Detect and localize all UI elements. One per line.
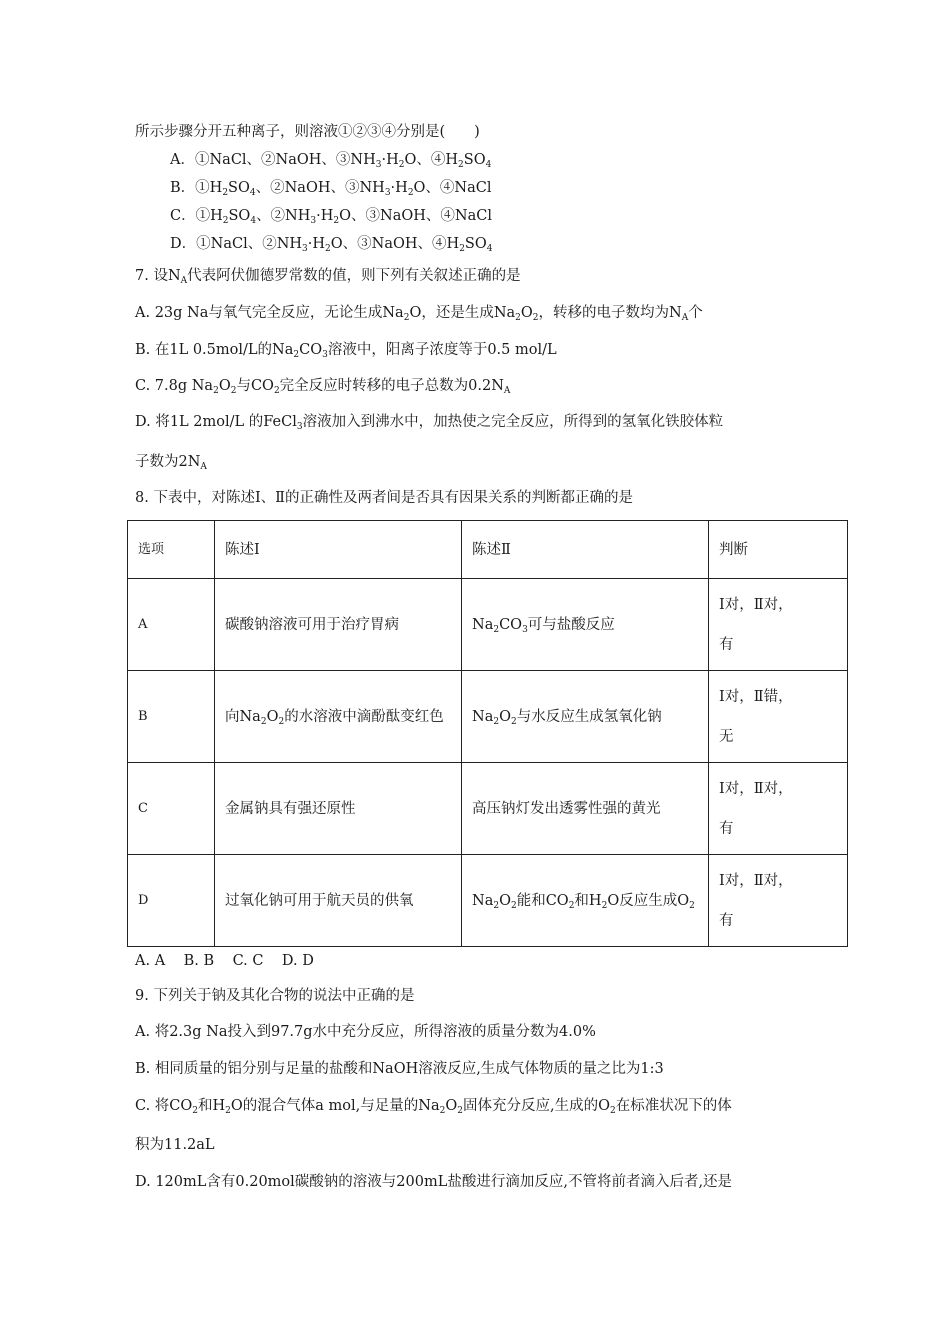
q9-option-d: D. 120mL含有0.20mol碳酸钠的溶液与200mL盐酸进行滴加反应,不管将前者滴入后者,还是 [135,1174,733,1190]
q7-option-b: B. 在1L 0.5mol/L的$Na_2CO_3$溶液中，阳离子浓度等于0.5 mol/L [135,342,557,360]
row-judgement [709,579,848,671]
judgement-line-1: Ⅰ对，Ⅱ对， [719,780,793,797]
row-option: C [128,763,215,855]
q9-option-c: C. 将$CO_2$和$H_2O$的混合气体a mol,与足量的$Na_2O_2$固体充分反应,生成的$O_2$在标准状况下的体 [135,1098,732,1116]
q7-option-d-cont: 子数为$2N_A$ [135,454,207,472]
header-statement-1: 陈述Ⅰ [215,521,462,579]
row-statement-1: 金属钠具有强还原性 [215,763,462,855]
row-statement-1: 向$Na_2O_2$的水溶液中滴酚酞变红色 [215,671,462,763]
row-judgement [709,763,848,855]
q8-answer-choices: A. A B. B C. C D. D [135,953,314,969]
q6-option-c: C．$①H_2SO_4$、$②NH_3\cdot H_2O$、③NaOH、④NaCl [170,208,492,226]
q9-option-a: A. 将2.3g Na投入到97.7g水中充分反应，所得溶液的质量分数为4.0% [135,1024,596,1040]
row-option: D [128,855,215,947]
q9-option-c-cont: 积为11.2aL [135,1137,215,1153]
q8-table [127,520,848,947]
row-judgement [709,855,848,947]
judgement-line-2: 无 [719,728,734,745]
header-judgement: 判断 [709,521,848,579]
judgement-line-2: 有 [719,636,734,653]
row-statement-1: 过氧化钠可用于航天员的供氧 [215,855,462,947]
judgement-line-1: Ⅰ对，Ⅱ错， [719,688,793,705]
judgement-line-1: Ⅰ对，Ⅱ对， [719,596,793,613]
q8-stem: 8. 下表中，对陈述Ⅰ、Ⅱ的正确性及两者间是否具有因果关系的判断都正确的是 [135,490,634,506]
table-header-row [128,521,848,579]
header-option: 选项 [128,521,215,579]
table-row [128,579,848,671]
q9-stem: 9. 下列关于钠及其化合物的说法中正确的是 [135,988,415,1004]
q9-option-b: B. 相同质量的铝分别与足量的盐酸和NaOH溶液反应,生成气体物质的量之比为1:3 [135,1061,664,1077]
row-statement-2: $Na_2O_2$能和$CO_2$和$H_2O$反应生成$O_2$ [462,855,709,947]
table-row [128,855,848,947]
table-row [128,763,848,855]
q6-stem: 所示步骤分开五种离子，则溶液①②③④分别是( ) [135,124,480,140]
row-statement-1: 碳酸钠溶液可用于治疗胃病 [215,579,462,671]
judgement-line-2: 有 [719,820,734,837]
q6-option-b: B．$①H_2SO_4$、②NaOH、$③NH_3\cdot H_2O$、④NaCl [170,180,492,198]
row-option: A [128,579,215,671]
judgement-line-2: 有 [719,912,734,929]
q6-option-a: A．①NaCl、②NaOH、$③NH_3\cdot H_2O$、$④H_2SO_4$ [170,152,492,170]
q7-option-a: A. 23g Na与氧气完全反应，无论生成$Na_2O$，还是生成$Na_2O_2$，转移的电子数均为$N_A$个 [135,305,703,323]
q7-option-c: C. 7.8g $Na_2O_2$与$CO_2$完全反应时转移的电子总数为$0.2N_A$ [135,378,511,396]
row-statement-2: $Na_2O_2$与水反应生成氢氧化钠 [462,671,709,763]
judgement-line-1: Ⅰ对，Ⅱ对， [719,872,793,889]
row-option: B [128,671,215,763]
row-statement-2: $Na_2CO_3$可与盐酸反应 [462,579,709,671]
header-statement-2: 陈述Ⅱ [462,521,709,579]
table-row [128,671,848,763]
row-statement-2: 高压钠灯发出透雾性强的黄光 [462,763,709,855]
row-judgement [709,671,848,763]
q7-option-d: D. 将1L 2mol/L 的FeCl$_3$溶液加入到沸水中，加热使之完全反应，所得到的氢氧化铁胶体粒 [135,414,724,432]
q7-stem: 7. 设$N_A$代表阿伏伽德罗常数的值，则下列有关叙述正确的是 [135,268,521,286]
q6-option-d: D．①NaCl、$②NH_3\cdot H_2O$、③NaOH、$④H_2SO_4$ [170,236,493,254]
